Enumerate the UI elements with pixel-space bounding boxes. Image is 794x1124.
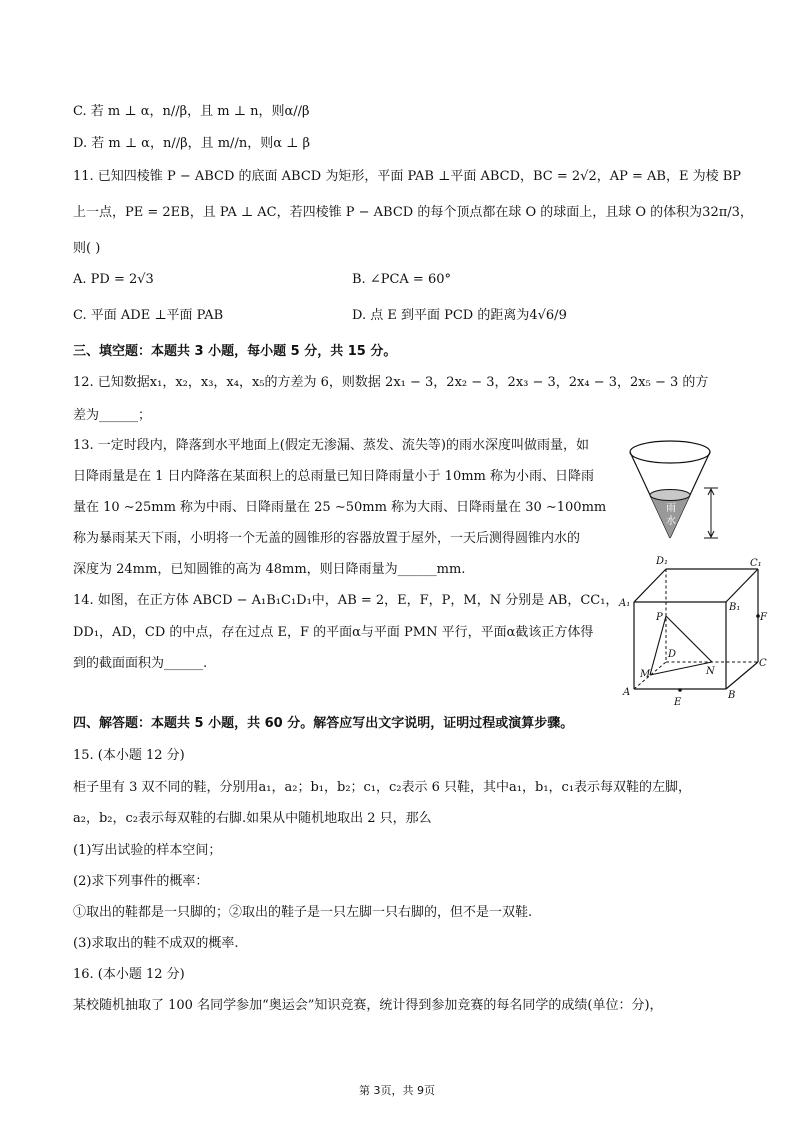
- question-13-line5: 深度为 24mm，已知圆锥的高为 48mm，则日降雨量为______mm.: [73, 562, 466, 577]
- question-16-heading: 16. (本小题 12 分): [73, 967, 185, 982]
- question-15-part2: (2)求下列事件的概率：: [73, 874, 209, 889]
- question-13-line3: 量在 10 ∼25mm 称为中雨、日降雨量在 25 ∼50mm 称为大雨、日降雨量在 30 ∼100mm: [73, 500, 607, 515]
- question-15-line1: 柜子里有 3 双不同的鞋，分别用a₁，a₂；b₁，b₂；c₁，c₂表示 6 只鞋，其中a₁，b₁，c₁表示每双鞋的左脚，: [73, 780, 692, 795]
- cube-label-A: A: [623, 687, 631, 698]
- cube-label-B: B: [728, 690, 736, 701]
- cube-label-D: D: [668, 649, 677, 660]
- question-11-line1: 11. 已知四棱锥 P − ABCD 的底面 ABCD 为矩形，平面 PAB ⊥平面 ABCD，BC = 2√2，AP = AB，E 为棱 BP: [73, 169, 742, 184]
- option-11b: B. ∠PCA = 60°: [352, 272, 451, 287]
- question-14-line2: DD₁，AD，CD 的中点，存在过点 E，F 的平面α与平面 PMN 平行，平面α截该正方体得: [73, 625, 594, 640]
- question-15-part1: (1)写出试验的样本空间；: [73, 843, 222, 858]
- question-15-part3: (3)求取出的鞋不成双的概率.: [73, 936, 239, 951]
- cube-label-C: C: [759, 658, 767, 669]
- cube-label-N: N: [706, 666, 715, 677]
- cube-label-M: M: [640, 669, 651, 680]
- section-4-heading: 四、解答题：本题共 5 小题，共 60 分。解答应写出文字说明，证明过程或演算步骤。: [73, 716, 574, 731]
- question-15-line2: a₂，b₂，c₂表示每双鞋的右脚.如果从中随机地取出 2 只，那么: [73, 811, 432, 826]
- question-14-line3: 到的截面面积为______.: [73, 656, 208, 671]
- question-13-line1: 13. 一定时段内，降落到水平地面上(假定无渗漏、蒸发、流失等)的雨水深度叫做雨量，如: [73, 438, 589, 453]
- question-15-heading: 15. (本小题 12 分): [73, 748, 185, 763]
- cube-label-C1: C₁: [750, 558, 762, 569]
- page-footer: 第 3页，共 9页: [359, 1084, 435, 1097]
- cube-figure: [618, 554, 774, 714]
- option-10c: C. 若 m ⊥ α，n//β，且 m ⊥ n，则α//β: [73, 104, 310, 119]
- cube-label-P: P: [656, 612, 663, 623]
- option-10d: D. 若 m ⊥ α，n//β，且 m//n，则α ⊥ β: [73, 136, 310, 151]
- cube-label-E: E: [674, 697, 682, 708]
- option-11a: A. PD = 2√3: [73, 272, 154, 287]
- question-12-line1: 12. 已知数据x₁，x₂，x₃，x₄，x₅的方差为 6，则数据 2x₁ − 3，2x₂ − 3，2x₃ − 3，2x₄ − 3，2x₅ − 3 的方: [73, 375, 709, 390]
- question-13-line2: 日降雨量是在 1 日内降落在某面积上的总雨量已知日降雨量小于 10mm 称为小雨、日降雨: [73, 469, 594, 484]
- cone-label-2: 水: [666, 516, 676, 527]
- question-11-line3: 则( ): [73, 241, 101, 256]
- option-11c: C. 平面 ADE ⊥平面 PAB: [73, 308, 224, 323]
- cube-label-A1: A₁: [619, 598, 631, 609]
- section-3-heading: 三、填空题：本题共 3 小题，每小题 5 分，共 15 分。: [73, 344, 397, 359]
- cone-label-1: 雨: [666, 503, 676, 514]
- cube-label-F: F: [760, 612, 767, 623]
- question-15-part2-events: ①取出的鞋都是一只脚的；②取出的鞋子是一只左脚一只右脚的，但不是一双鞋.: [73, 905, 533, 920]
- question-16-line1: 某校随机抽取了 100 名同学参加“奥运会”知识竞赛，统计得到参加竞赛的每名同学的成绩(单位：分)，: [73, 998, 663, 1013]
- cone-figure: [626, 438, 726, 558]
- question-11-line2: 上一点，PE = 2EB，且 PA ⊥ AC，若四棱锥 P − ABCD 的每个顶点都在球 O 的球面上，且球 O 的体积为32π/3，: [73, 205, 753, 220]
- option-11d: D. 点 E 到平面 PCD 的距离为4√6/9: [352, 308, 567, 323]
- cube-label-B1: B₁: [729, 602, 741, 613]
- question-14-line1: 14. 如图，在正方体 ABCD − A₁B₁C₁D₁中，AB = 2，E，F，P，M，N 分别是 AB，CC₁，: [73, 593, 619, 608]
- cube-label-D1: D₁: [656, 556, 669, 567]
- question-12-line2: 差为______；: [73, 408, 152, 423]
- question-13-line4: 称为暴雨某天下雨，小明将一个无盖的圆锥形的容器放置于屋外，一天后测得圆锥内水的: [73, 531, 581, 546]
